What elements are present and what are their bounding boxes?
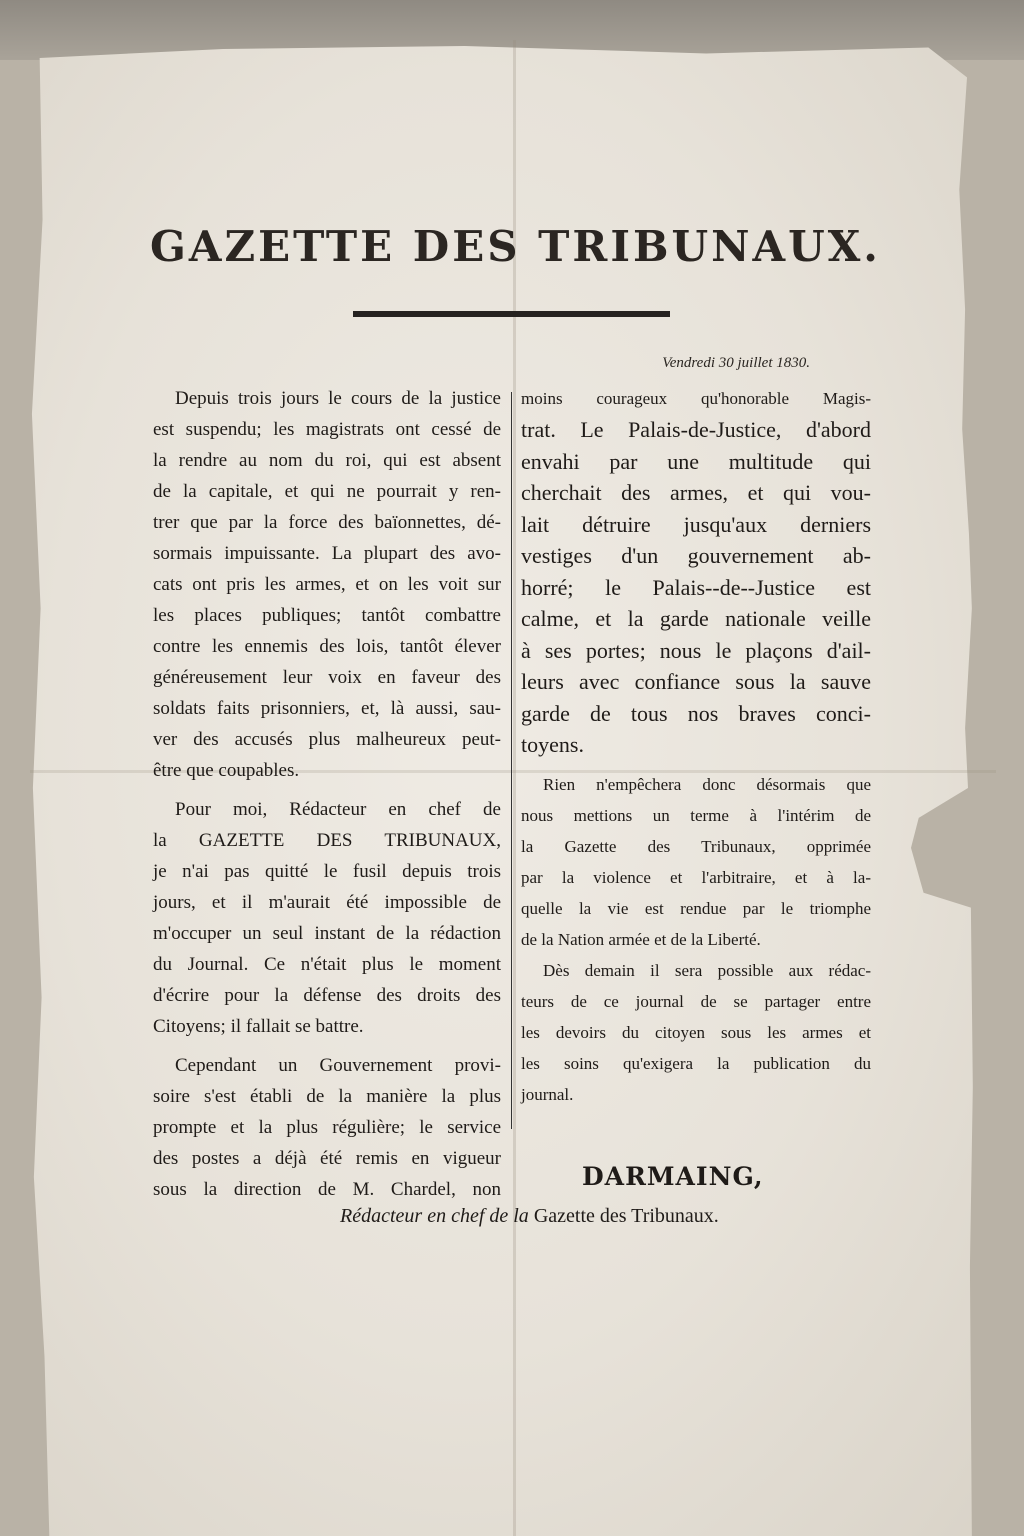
text-line: ver des accusés plus malheureux peut- <box>153 729 501 750</box>
text-line: teurs de ce journal de se partager entre <box>521 991 871 1011</box>
text-line: jours, et il m'aurait été impossible de <box>153 892 501 913</box>
signature-name: DARMAING, <box>582 1162 764 1191</box>
text-line: Rien n'empêchera donc désormais que <box>543 774 871 794</box>
text-line: envahi par une multitude qui <box>521 448 871 474</box>
text-line: trer que par la force des baïonnettes, dé- <box>153 512 501 533</box>
text-line: être que coupables. <box>153 760 300 781</box>
text-line: lait détruire jusqu'aux derniers <box>521 511 871 537</box>
paragraph-5 <box>521 769 871 955</box>
text-line: toyens. <box>521 732 584 757</box>
paragraph-1 <box>153 383 501 786</box>
text-line: moins courageux qu'honorable Magis- <box>521 389 871 408</box>
text-line: cherchait des armes, et qui vou- <box>521 480 871 505</box>
text-line: journal. <box>521 1084 574 1104</box>
signature-role-plain: Gazette des Tribunaux. <box>533 1205 719 1227</box>
issue-date: Vendredi 30 juillet 1830. <box>662 355 810 371</box>
text-line: du Journal. Ce n'était plus le moment <box>153 954 501 975</box>
text-line: par la violence et l'arbitraire, et à la- <box>521 867 871 887</box>
column-separator <box>511 392 512 1129</box>
title-rule <box>353 311 670 317</box>
text-line: soldats faits prisonniers, et, là aussi, sau- <box>153 698 501 719</box>
text-line: trat. Le Palais-de-Justice, d'abord <box>521 417 871 442</box>
text-line: la rendre au nom du roi, qui est absent <box>153 450 501 471</box>
text-line: Pour moi, Rédacteur en chef de <box>175 799 501 820</box>
text-line: soire s'est établi de la manière la plus <box>153 1086 501 1107</box>
left-column <box>153 383 501 1205</box>
text-line: cats ont pris les armes, et on les voit sur <box>153 574 501 595</box>
paragraph-6 <box>521 955 871 1110</box>
text-line: est suspendu; les magistrats ont cessé de <box>153 419 501 440</box>
text-line: sous la direction de M. Chardel, non <box>153 1179 501 1200</box>
paragraph-4 <box>521 383 871 761</box>
text-line: je n'ai pas quitté le fusil depuis trois <box>153 861 501 882</box>
text-line: nous mettions un terme à l'intérim de <box>521 805 871 825</box>
text-line: prompte et la plus régulière; le service <box>153 1117 501 1138</box>
text-line: à ses portes; nous le plaçons d'ail- <box>521 637 871 663</box>
signature-role-italic: Rédacteur en chef de la <box>340 1205 529 1227</box>
text-line: leurs avec confiance sous la sauve <box>521 669 871 694</box>
text-line: des postes a déjà été remis en vigueur <box>153 1148 501 1169</box>
text-line: les places publiques; tantôt combattre <box>153 605 501 626</box>
text-line: sormais impuissante. La plupart des avo- <box>153 543 501 564</box>
text-line: les soins qu'exigera la publication du <box>521 1053 871 1073</box>
text-line: calme, et la garde nationale veille <box>521 606 871 631</box>
text-line: Depuis trois jours le cours de la justice <box>175 388 501 409</box>
text-line: généreusement leur voix en faveur des <box>153 667 501 688</box>
text-line: d'écrire pour la défense des droits des <box>153 985 501 1006</box>
text-line: les devoirs du citoyen sous les armes et <box>521 1022 871 1042</box>
paragraph-3 <box>153 1050 501 1205</box>
paragraph-2 <box>153 794 501 1042</box>
text-line: horré; le Palais--de--Justice est <box>521 574 871 600</box>
text-line: garde de tous nos braves conci- <box>521 700 871 726</box>
text-line: Citoyens; il fallait se battre. <box>153 1016 364 1037</box>
text-line: de la Nation armée et de la Liberté. <box>521 929 761 949</box>
text-line: Cependant un Gouvernement provi- <box>175 1055 501 1076</box>
text-line: la Gazette des Tribunaux, opprimée <box>521 836 871 856</box>
signature-role <box>340 1205 870 1228</box>
text-line: Dès demain il sera possible aux rédac- <box>543 960 871 980</box>
text-line: quelle la vie est rendue par le triomphe <box>521 898 871 918</box>
text-line: de la capitale, et qui ne pourrait y ren- <box>153 481 501 502</box>
text-line: contre les ennemis des lois, tantôt élever <box>153 636 501 657</box>
text-line: m'occuper un seul instant de la rédaction <box>153 923 501 944</box>
text-line: la GAZETTE DES TRIBUNAUX, <box>153 830 501 851</box>
text-line: vestiges d'un gouvernement ab- <box>521 543 871 568</box>
right-column <box>521 383 871 1110</box>
newspaper-title: GAZETTE DES TRIBUNAUX. <box>150 222 881 271</box>
